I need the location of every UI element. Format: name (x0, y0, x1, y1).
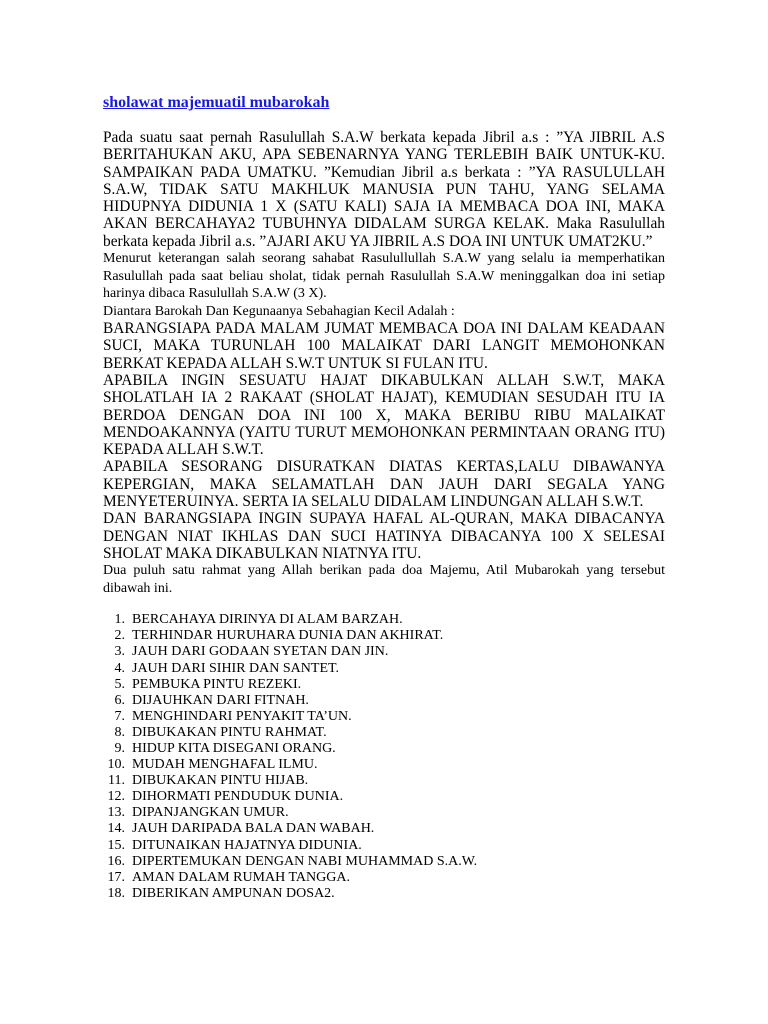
list-item-number: 2. (114, 628, 125, 644)
list-item (103, 612, 665, 628)
paragraph: APABILA INGIN SESUATU HAJAT DIKABULKAN ALLAH S.W.T, MAKA SHOLATLAH IA 2 RAKAAT (SHOLAT HAJAT), KEMUDIAN SESUDAH ITU IA BERDOA DENGAN DOA INI 100 X, MAKA BERIBU RIBU MALAIKAT MENDOAKANNYA (YAITU TURUT MEMOHONKAN PERMINTAAN ORANG ITU) KEPADA ALLAH S.W.T. (103, 371, 665, 459)
list-item-text: DIBERIKAN AMPUNAN DOSA2. (132, 885, 335, 901)
list-item-number: 16. (107, 853, 125, 869)
list-item-number: 4. (114, 660, 125, 676)
list-item-text: JAUH DARI SIHIR DAN SANTET. (132, 660, 340, 676)
paragraph: Diantara Barokah Dan Kegunaanya Sebahagian Kecil Adalah : (103, 303, 455, 319)
list-item-text: DITUNAIKAN HAJATNYA DIDUNIA. (132, 837, 362, 853)
list-item-number: 6. (114, 692, 125, 708)
list-item (103, 838, 665, 854)
list-item (103, 789, 665, 805)
list-item-number: 15. (107, 837, 125, 853)
list-item-number: 18. (107, 885, 125, 901)
list-item-text: MUDAH MENGHAFAL ILMU. (132, 757, 318, 773)
list-item-number: 14. (107, 821, 125, 837)
paragraph: Dua puluh satu rahmat yang Allah berikan pada doa Majemu, Atil Mubarokah yang tersebut dibawah ini. (103, 563, 665, 596)
list-item-text: DIPERTEMUKAN DENGAN NABI MUHAMMAD S.A.W. (132, 853, 478, 869)
list-item-number: 11. (108, 773, 125, 789)
list-item-text: AMAN DALAM RUMAH TANGGA. (132, 869, 350, 885)
list-item (103, 886, 665, 902)
list-item (103, 661, 665, 677)
list-item-text: JAUH DARIPADA BALA DAN WABAH. (132, 821, 375, 837)
list-item-number: 5. (114, 676, 125, 692)
paragraph: DAN BARANGSIAPA INGIN SUPAYA HAFAL AL-QURAN, MAKA DIBACANYA DENGAN NIAT IKHLAS DAN SUCI HATINYA DIBACANYA 100 X SELESAI SHOLAT MAKA DIKABULKAN NIATNYA ITU. (103, 510, 665, 562)
list-item-number: 13. (107, 805, 125, 821)
list-item-number: 9. (114, 740, 125, 756)
list-item (103, 773, 665, 789)
list-item (103, 693, 665, 709)
benefit-list (103, 612, 665, 902)
list-item-text: PEMBUKA PINTU REZEKI. (132, 676, 302, 692)
list-item-text: HIDUP KITA DISEGANI ORANG. (132, 740, 336, 756)
list-item-text: DIBUKAKAN PINTU HIJAB. (132, 773, 309, 789)
list-item (103, 854, 665, 870)
list-item-text: TERHINDAR HURUHARA DUNIA DAN AKHIRAT. (132, 628, 444, 644)
list-item-text: DIJAUHKAN DARI FITNAH. (132, 692, 309, 708)
list-item-number: 1. (114, 612, 125, 628)
list-item-number: 17. (107, 869, 125, 885)
list-item (103, 757, 665, 773)
list-item-number: 7. (114, 708, 125, 724)
list-item (103, 821, 665, 837)
paragraphs (103, 129, 665, 597)
list-item-text: BERCAHAYA DIRINYA DI ALAM BARZAH. (132, 612, 403, 628)
list-item-number: 10. (107, 757, 125, 773)
list-item (103, 677, 665, 693)
list-item (103, 644, 665, 660)
paragraph: Menurut keterangan salah seorang sahabat Rasulullullah S.A.W yang selalu ia memperhatikan Rasulullah pada saat beliau sholat, tidak pernah Rasulullah S.A.W meninggalkan doa ini setiap harinya dibaca Rasulullah S.A.W (3 X). (103, 251, 665, 302)
list-item-text: MENGHINDARI PENYAKIT TA’UN. (132, 708, 352, 724)
list-item (103, 725, 665, 741)
list-item-number: 8. (114, 724, 125, 740)
paragraph: APABILA SESORANG DISURATKAN DIATAS KERTAS,LALU DIBAWANYA KEPERGIAN, MAKA SELAMATLAH DAN JAUH DARI SEGALA YANG MENYETERUINYA. SERTA IA SELALU DIDALAM LINDUNGAN ALLAH S.W.T. (103, 458, 665, 511)
list-item-text: DIPANJANGKAN UMUR. (132, 805, 289, 821)
document-title-link[interactable]: sholawat majemuatil mubarokah (103, 94, 330, 111)
list-item-number: 12. (107, 789, 125, 805)
spacer (103, 597, 665, 612)
list-item-text: DIHORMATI PENDUDUK DUNIA. (132, 789, 344, 805)
paragraph: BARANGSIAPA PADA MALAM JUMAT MEMBACA DOA INI DALAM KEADAAN SUCI, MAKA TURUNLAH 100 MALAIKAT DARI LANGIT MEMOHONKAN BERKAT KEPADA ALLAH S.W.T UNTUK SI FULAN ITU. (103, 320, 665, 372)
list-item (103, 805, 665, 821)
list-item (103, 870, 665, 886)
list-item-text: DIBUKAKAN PINTU RAHMAT. (132, 724, 327, 740)
paragraph: Pada suatu saat pernah Rasulullah S.A.W berkata kepada Jibril a.s : ”YA JIBRIL A.S BERITAHUKAN AKU, APA SEBENARNYA YANG TERLEBIH BAIK UNTUK-KU. SAMPAIKAN PADA UMATKU. ”Kemudian Jibril a.s berkata : ”YA RASULULLAH S.A.W, TIDAK SATU MAKHLUK MANUSIA PUN TAHU, YANG SELAMA HIDUPNYA DIDUNIA 1 X (SATU KALI) SAJA IA MEMBACA DOA INI, MAKA AKAN BERCAHAYA2 TUBUHNYA DIDALAM SURGA KELAK. Maka Rasulullah berkata kepada Jibril a.s. ”AJARI AKU YA JIBRIL A.S DOA INI UNTUK UMAT2KU.” (103, 129, 665, 250)
list-item (103, 741, 665, 757)
list-item-text: JAUH DARI GODAAN SYETAN DAN JIN. (132, 644, 389, 660)
list-item (103, 628, 665, 644)
list-item-number: 3. (114, 644, 125, 660)
list-item (103, 709, 665, 725)
